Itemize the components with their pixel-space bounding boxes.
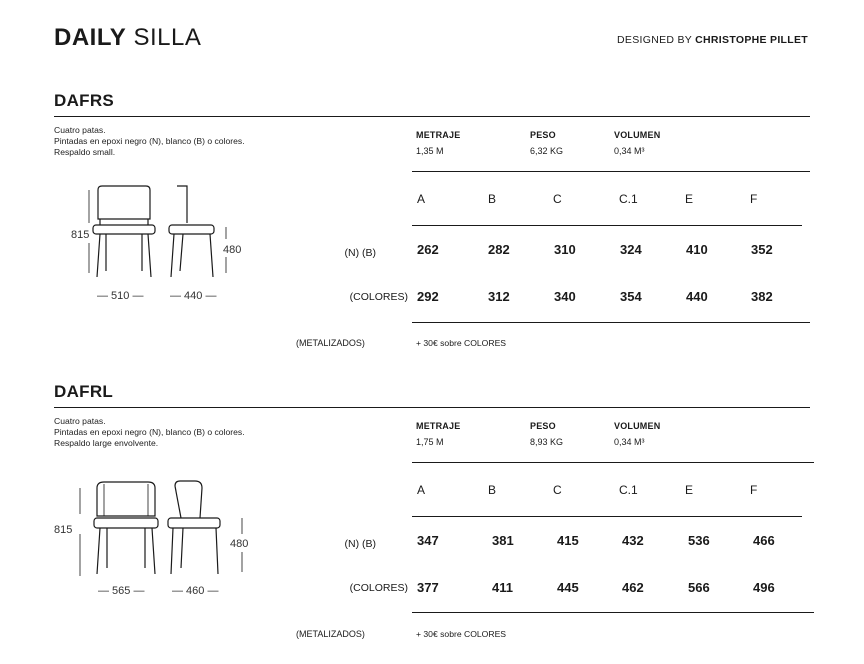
chair-seat-front xyxy=(94,518,158,528)
volumen-value: 0,34 M³ xyxy=(614,146,645,156)
metraje-value: 1,35 M xyxy=(416,146,444,156)
peso-value: 8,93 KG xyxy=(530,437,564,447)
designer-credit: DESIGNED BY CHRISTOPHE PILLET xyxy=(617,34,808,46)
divider xyxy=(54,116,810,117)
price-cell: 440 xyxy=(686,289,708,304)
price-cell: 354 xyxy=(620,289,642,304)
col-header-b: B xyxy=(488,483,497,497)
price-cell: 382 xyxy=(751,289,773,304)
price-cell: 462 xyxy=(622,580,644,595)
peso-value: 6,32 KG xyxy=(530,146,564,156)
price-cell: 377 xyxy=(417,580,439,595)
price-cell: 292 xyxy=(417,289,439,304)
price-cell: 496 xyxy=(753,580,775,595)
price-cell: 282 xyxy=(488,242,510,257)
dim-depth: — 460 — xyxy=(172,585,219,597)
price-cell: 352 xyxy=(751,242,773,257)
price-cell: 466 xyxy=(753,533,775,548)
row-label-nb: (N) (B) xyxy=(344,538,376,550)
chair-backrest-front xyxy=(97,482,155,516)
col-header-f: F xyxy=(750,192,758,206)
col-header-c: C xyxy=(553,192,562,206)
chair-legs-side xyxy=(171,234,213,277)
price-cell: 415 xyxy=(557,533,579,548)
dim-seat-height: 480 xyxy=(223,244,242,256)
dim-height: 815 xyxy=(54,524,73,536)
col-header-c1: C.1 xyxy=(619,192,638,206)
divider xyxy=(412,225,802,226)
chair-legs-side xyxy=(171,528,218,574)
section-description: Cuatro patas. Pintadas en epoxi negro (N), blanco (B) o colores. Respaldo large envolvente. xyxy=(54,416,245,448)
dim-width: — 510 — xyxy=(97,290,144,302)
volumen-label: VOLUMEN xyxy=(614,421,661,431)
col-header-b: B xyxy=(488,192,497,206)
chair-drawing-dafrl xyxy=(50,476,260,601)
chair-seat-front xyxy=(93,225,155,234)
chair-drawing-dafrs xyxy=(50,181,260,306)
divider xyxy=(412,171,810,172)
chair-legs-front xyxy=(97,528,155,574)
chair-backrest-front xyxy=(98,186,150,219)
price-cell: 536 xyxy=(688,533,710,548)
section-title: DAFRL xyxy=(54,382,114,401)
col-header-c: C xyxy=(553,483,562,497)
peso-label: PESO xyxy=(530,421,556,431)
chair-legs-front xyxy=(97,234,151,277)
metraje-label: METRAJE xyxy=(416,130,461,140)
metraje-label: METRAJE xyxy=(416,421,461,431)
page-title: DAILY SILLA xyxy=(54,24,202,51)
row-label-colores: (COLORES) xyxy=(349,582,408,594)
dim-depth: — 440 — xyxy=(170,290,217,302)
price-cell: 381 xyxy=(492,533,514,548)
divider xyxy=(412,612,814,613)
price-cell: 262 xyxy=(417,242,439,257)
row-label-colores: (COLORES) xyxy=(349,291,408,303)
dim-height: 815 xyxy=(71,229,90,241)
chair-backrest-side xyxy=(177,186,187,223)
divider xyxy=(412,322,810,323)
price-cell: 566 xyxy=(688,580,710,595)
price-cell: 340 xyxy=(554,289,576,304)
divider xyxy=(412,516,802,517)
price-cell: 324 xyxy=(620,242,642,257)
price-cell: 347 xyxy=(417,533,439,548)
chair-seat-side xyxy=(168,518,220,528)
section-title: DAFRS xyxy=(54,91,115,110)
divider xyxy=(54,407,810,408)
price-cell: 410 xyxy=(686,242,708,257)
col-header-f: F xyxy=(750,483,758,497)
col-header-c1: C.1 xyxy=(619,483,638,497)
col-header-e: E xyxy=(685,483,694,497)
metalizados-value: + 30€ sobre COLORES xyxy=(416,629,507,639)
chair-seat-side xyxy=(169,225,214,234)
chair-backrest-side xyxy=(175,481,202,518)
metalizados-value: + 30€ sobre COLORES xyxy=(416,338,507,348)
volumen-label: VOLUMEN xyxy=(614,130,661,140)
dim-seat-height: 480 xyxy=(230,538,249,550)
peso-label: PESO xyxy=(530,130,556,140)
price-cell: 312 xyxy=(488,289,510,304)
price-cell: 445 xyxy=(557,580,579,595)
row-label-nb: (N) (B) xyxy=(344,247,376,259)
col-header-a: A xyxy=(417,483,426,497)
metalizados-label: (METALIZADOS) xyxy=(296,338,365,348)
col-header-a: A xyxy=(417,192,426,206)
metraje-value: 1,75 M xyxy=(416,437,444,447)
price-cell: 432 xyxy=(622,533,644,548)
divider xyxy=(412,462,814,463)
volumen-value: 0,34 M³ xyxy=(614,437,645,447)
price-cell: 310 xyxy=(554,242,576,257)
metalizados-label: (METALIZADOS) xyxy=(296,629,365,639)
price-cell: 411 xyxy=(492,580,513,595)
dim-width: — 565 — xyxy=(98,585,145,597)
col-header-e: E xyxy=(685,192,694,206)
section-description: Cuatro patas. Pintadas en epoxi negro (N), blanco (B) o colores. Respaldo small. xyxy=(54,125,245,157)
